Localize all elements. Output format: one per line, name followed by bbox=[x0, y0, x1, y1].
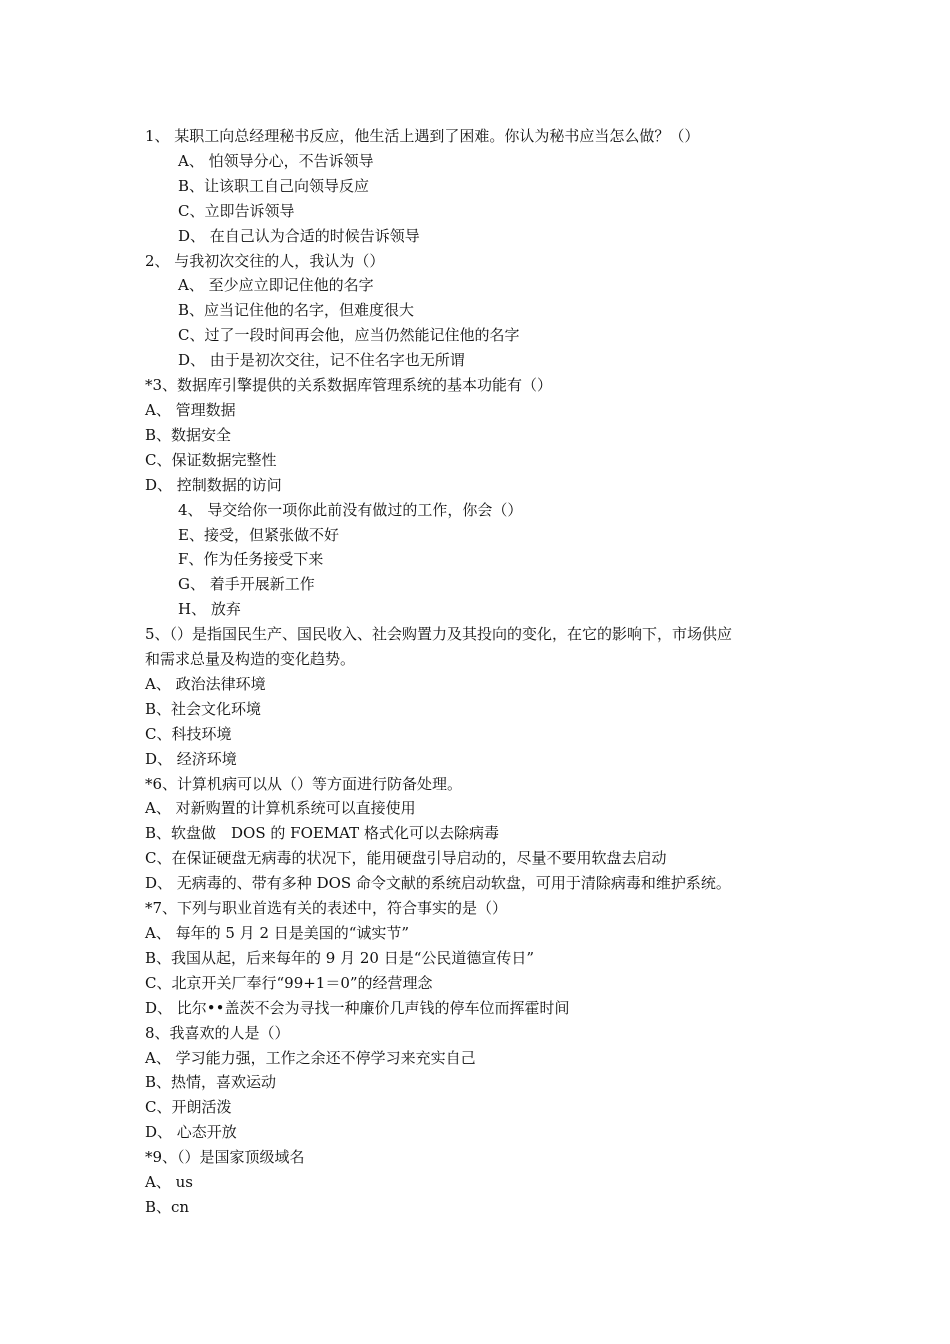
text-line: A、 us bbox=[145, 1173, 193, 1192]
text-line: H、 放弃 bbox=[178, 600, 241, 619]
text-line: B、我国从起，后来每年的 9 月 20 日是“公民道德宣传日” bbox=[145, 948, 535, 967]
text-line: *7、下列与职业首选有关的表述中，符合事实的是（） bbox=[145, 899, 508, 918]
text-line: G、 着手开展新工作 bbox=[178, 575, 315, 594]
text-line: D、 控制数据的访问 bbox=[145, 475, 282, 494]
text-line: B、数据安全 bbox=[145, 425, 232, 444]
text-line: A、 管理数据 bbox=[145, 400, 236, 419]
text-line: B、软盘做 DOS 的 FOEMAT 格式化可以去除病毒 bbox=[145, 824, 499, 843]
text-line: *6、计算机病可以从（）等方面进行防备处理。 bbox=[145, 774, 463, 793]
text-line: 8、我喜欢的人是（） bbox=[145, 1023, 290, 1042]
text-line: *9、（）是国家顶级域名 bbox=[145, 1148, 305, 1167]
text-line: A、 学习能力强，工作之余还不停学习来充实自己 bbox=[145, 1048, 476, 1067]
text-line: A、 政治法律环境 bbox=[145, 674, 266, 693]
text-line: 4、 导交给你一项你此前没有做过的工作，你会（） bbox=[178, 500, 523, 519]
text-line: C、开朗活泼 bbox=[145, 1098, 232, 1117]
text-line: C、过了一段时间再会他，应当仍然能记住他的名字 bbox=[178, 326, 520, 345]
text-line: D、 由于是初次交往，记不住名字也无所谓 bbox=[178, 351, 465, 370]
text-line: D、 经济环境 bbox=[145, 749, 237, 768]
text-line: A、 每年的 5 月 2 日是美国的“诚实节” bbox=[145, 924, 410, 942]
text-line: B、热情，喜欢运动 bbox=[145, 1073, 277, 1092]
text-line: D、 比尔••盖茨不会为寻找一种廉价几声钱的停车位而挥霍时间 bbox=[145, 998, 570, 1017]
text-line: B、社会文化环境 bbox=[145, 699, 262, 718]
text-line: E、接受，但紧张做不好 bbox=[178, 525, 339, 544]
text-line: C、在保证硬盘无病毒的状况下，能用硬盘引导启动的，尽量不要用软盘去启动 bbox=[145, 849, 667, 868]
document-body bbox=[145, 124, 825, 1220]
text-line: C、北京开关厂奉行“99+1＝0”的经营理念 bbox=[145, 973, 433, 992]
text-line: A、 至少应立即记住他的名字 bbox=[178, 276, 374, 295]
text-line: 和需求总量及构造的变化趋势。 bbox=[145, 650, 356, 669]
text-line: 2、 与我初次交往的人，我认为（） bbox=[145, 251, 385, 270]
text-line: C、立即告诉领导 bbox=[178, 201, 295, 220]
text-line: D、 无病毒的、带有多种 DOS 命令文献的系统启动软盘，可用于清除病毒和维护系统。 bbox=[145, 874, 731, 893]
text-line: A、 怕领导分心，不告诉领导 bbox=[178, 151, 374, 170]
text-line: 1、 某职工向总经理秘书反应，他生活上遇到了困难。你认为秘书应当怎么做？（） bbox=[145, 127, 700, 145]
text-line: *3、数据库引擎提供的关系数据库管理系统的基本功能有（） bbox=[145, 376, 553, 395]
text-line: D、 在自己认为合适的时候告诉领导 bbox=[178, 226, 420, 245]
text-line: F、作为任务接受下来 bbox=[178, 550, 324, 569]
text-line: 5、（）是指国民生产、国民收入、社会购置力及其投向的变化，在它的影响下，市场供应 bbox=[145, 625, 733, 644]
text-line: C、科技环境 bbox=[145, 724, 232, 743]
text-line: A、 对新购置的计算机系统可以直接使用 bbox=[145, 799, 416, 818]
text-line: B、应当记住他的名字，但难度很大 bbox=[178, 301, 415, 320]
text-line: C、保证数据完整性 bbox=[145, 450, 277, 469]
text-line: B、cn bbox=[145, 1197, 190, 1216]
text-line: D、 心态开放 bbox=[145, 1123, 237, 1142]
text-line: B、让该职工自己向领导反应 bbox=[178, 176, 370, 195]
